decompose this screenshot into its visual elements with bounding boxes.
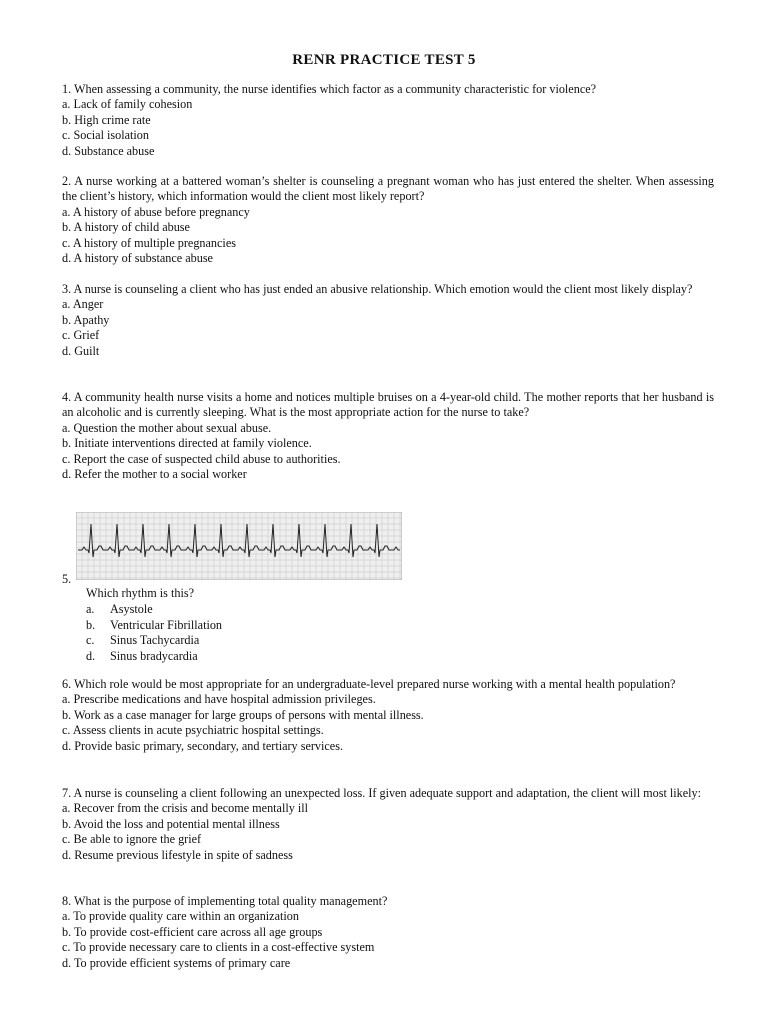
answer-option: d. A history of substance abuse xyxy=(62,251,213,266)
question-stem: 6. Which role would be most appropriate for an undergraduate-level prepared nurse working with a mental health population? xyxy=(62,677,676,691)
question-5-number: 5. xyxy=(62,572,72,586)
answer-option: b. Initiate interventions directed at family violence. xyxy=(62,436,312,451)
question-7 xyxy=(62,786,714,863)
answer-option: a. Recover from the crisis and become mentally ill xyxy=(62,801,309,816)
question-stem: Which rhythm is this? xyxy=(86,586,194,600)
question-3 xyxy=(62,282,714,359)
question-2 xyxy=(62,174,714,266)
option-letter: b. xyxy=(86,617,96,632)
question-6 xyxy=(62,677,714,754)
option-letter: c. xyxy=(86,633,95,648)
answer-option: a. Question the mother about sexual abuse. xyxy=(62,420,272,435)
option-letter: d. xyxy=(86,649,96,664)
answer-option: b. To provide cost-efficient care across all age groups xyxy=(62,924,323,939)
answer-option: a. A history of abuse before pregnancy xyxy=(62,204,250,219)
option-text: Sinus Tachycardia xyxy=(110,633,200,648)
answer-option xyxy=(86,633,222,649)
answer-option: b. Avoid the loss and potential mental illness xyxy=(62,816,280,831)
answer-option: c. A history of multiple pregnancies xyxy=(62,235,236,250)
question-stem: 7. A nurse is counseling a client following an unexpected loss. If given adequate support and adaptation, the client will most likely: xyxy=(62,786,702,800)
option-text: Sinus bradycardia xyxy=(110,649,198,664)
question-8 xyxy=(62,894,714,971)
answer-option: c. To provide necessary care to clients in a cost-effective system xyxy=(62,940,375,955)
ecg-strip-image xyxy=(76,512,402,580)
page-title: RENR PRACTICE TEST 5 xyxy=(292,52,476,68)
question-1 xyxy=(62,82,714,159)
answer-option: c. Be able to ignore the grief xyxy=(62,832,202,847)
question-5 xyxy=(86,586,222,665)
option-letter: a. xyxy=(86,601,95,616)
answer-option xyxy=(86,602,222,618)
answer-option xyxy=(86,649,222,665)
question-stem: 8. What is the purpose of implementing total quality management? xyxy=(62,894,388,908)
question-stem: 1. When assessing a community, the nurse identifies which factor as a community characteristic for violence? xyxy=(62,82,597,96)
option-text: Asystole xyxy=(110,601,153,616)
answer-option xyxy=(86,618,222,634)
answer-option: d. Resume previous lifestyle in spite of sadness xyxy=(62,847,293,862)
answer-option: d. Substance abuse xyxy=(62,143,155,158)
answer-option: a. Lack of family cohesion xyxy=(62,97,193,112)
question-stem: 2. A nurse working at a battered woman’s shelter is counseling a pregnant woman who has just entered the shelter. When assessing the client’s history, which information would the client most likely report? xyxy=(62,174,714,204)
answer-option: a. To provide quality care within an organization xyxy=(62,909,299,924)
answer-option: c. Grief xyxy=(62,328,100,343)
question-stem: 4. A community health nurse visits a home and notices multiple bruises on a 4-year-old child. The mother reports that her husband is an alcoholic and is currently sleeping. What is the most appropriate action for the nurse to take? xyxy=(62,390,714,420)
answer-option: c. Assess clients in acute psychiatric hospital settings. xyxy=(62,723,324,738)
answer-option: b. Work as a case manager for large groups of persons with mental illness. xyxy=(62,707,424,722)
answer-option: c. Report the case of suspected child abuse to authorities. xyxy=(62,451,341,466)
answer-option: a. Prescribe medications and have hospital admission privileges. xyxy=(62,692,376,707)
answer-option: d. Provide basic primary, secondary, and tertiary services. xyxy=(62,738,344,753)
answer-option: b. High crime rate xyxy=(62,112,151,127)
answer-option: d. Guilt xyxy=(62,343,100,358)
answer-option: d. To provide efficient systems of primary care xyxy=(62,955,291,970)
question-stem: 3. A nurse is counseling a client who has just ended an abusive relationship. Which emotion would the client most likely display? xyxy=(62,282,693,296)
option-text: Ventricular Fibrillation xyxy=(110,617,223,632)
answer-option: c. Social isolation xyxy=(62,128,149,143)
answer-option: a. Anger xyxy=(62,297,104,312)
answer-option: b. Apathy xyxy=(62,312,110,327)
question-4 xyxy=(62,390,714,482)
answer-option: b. A history of child abuse xyxy=(62,220,190,235)
answer-option: d. Refer the mother to a social worker xyxy=(62,467,247,482)
